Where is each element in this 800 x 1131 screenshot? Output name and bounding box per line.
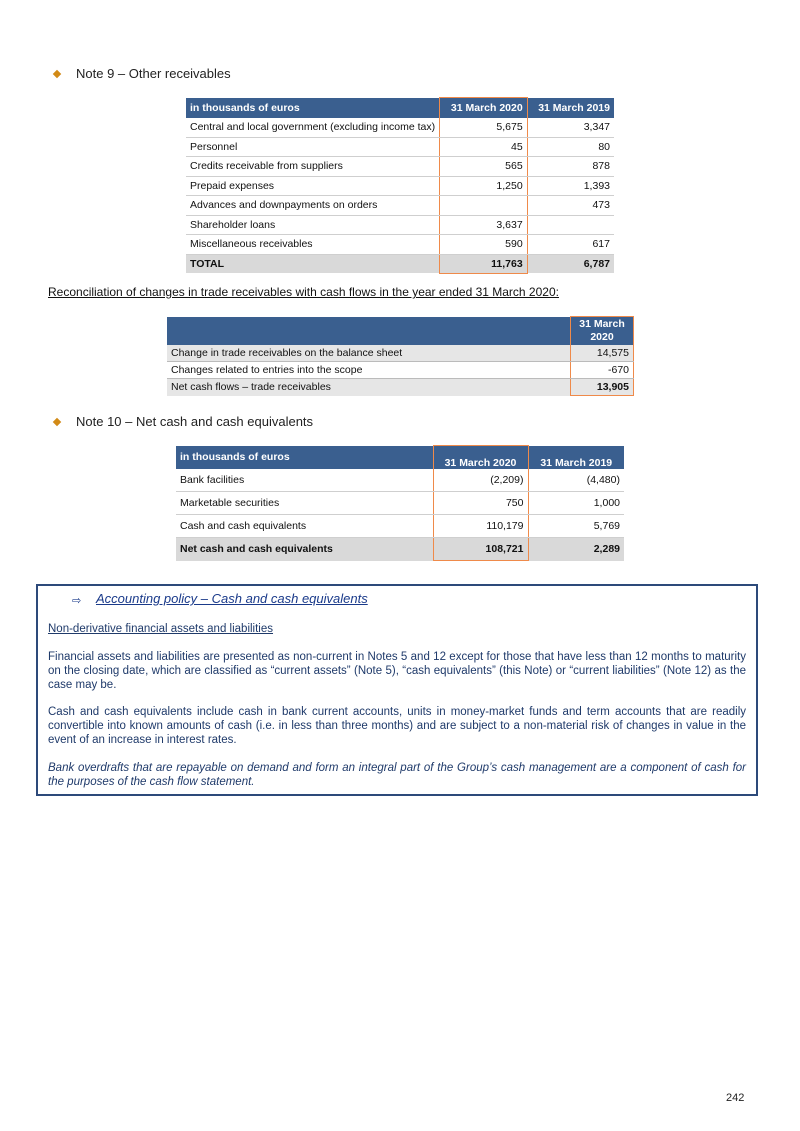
cell-value: 473: [527, 196, 614, 216]
table-row: [176, 515, 624, 538]
row-label: Change in trade receivables on the balance sheet: [167, 345, 571, 362]
note9-heading: [54, 66, 231, 81]
row-label: Marketable securities: [176, 492, 433, 515]
note10-title: Note 10 – Net cash and cash equivalents: [76, 414, 314, 429]
policy-paragraph: Financial assets and liabilities are presented as non-current in Notes 5 and 12 except for those that have less than 12 months to maturity on the closing date, which are classified as “current assets” (Note 5), “cash equivalents” (this Note) or “current liabilities” (Note 12) as the case may be.: [48, 651, 746, 691]
policy-paragraph: Cash and cash equivalents include cash in bank current accounts, units in money-market funds and term accounts that are readily convertible into known amounts of cash (i.e. in less than three months) and are subject to a non-material risk of changes in value in the event of an increase in interest rates.: [48, 706, 746, 746]
table-row: [186, 215, 614, 235]
policy-paragraph: Bank overdrafts that are repayable on demand and form an integral part of the Group’s cash management are a component of cash for the purposes of the cash flow statement.: [48, 762, 746, 788]
row-label: Changes related to entries into the scope: [167, 362, 571, 379]
row-label: Cash and cash equivalents: [176, 515, 433, 538]
cell-value: [440, 196, 528, 216]
table-row: [186, 157, 614, 177]
cell-value: 3,637: [440, 215, 528, 235]
total-value: 2,289: [528, 538, 624, 561]
column-header: 31 March 2020: [571, 317, 634, 345]
bullet-icon: [53, 69, 61, 77]
table-row: [176, 469, 624, 492]
reconciliation-table: [167, 316, 634, 396]
table-row: [176, 492, 624, 515]
cell-value: 750: [433, 492, 528, 515]
total-row: [167, 379, 634, 396]
row-label: Bank facilities: [176, 469, 433, 492]
row-label: Personnel: [186, 137, 440, 157]
total-value: 11,763: [440, 254, 528, 273]
table-row: [186, 137, 614, 157]
row-label: Miscellaneous receivables: [186, 235, 440, 255]
cell-value: 565: [440, 157, 528, 177]
total-value: 108,721: [433, 538, 528, 561]
column-header: [167, 317, 571, 345]
row-label: Central and local government (excluding income tax): [186, 118, 440, 138]
cell-value: [527, 215, 614, 235]
policy-subtitle: Non-derivative financial assets and liabilities: [48, 623, 274, 635]
page-number: 242: [726, 1092, 745, 1104]
column-header: 31 March 2019: [540, 456, 613, 469]
arrow-right-icon: ⇨: [72, 595, 82, 607]
total-label: Net cash and cash equivalents: [176, 538, 433, 561]
row-label: Advances and downpayments on orders: [186, 196, 440, 216]
table-header-row: [176, 446, 624, 469]
cell-value: -670: [571, 362, 634, 379]
table-row: [167, 362, 634, 379]
column-header: in thousands of euros: [190, 101, 300, 114]
total-value: 13,905: [571, 379, 634, 396]
cell-value: 110,179: [433, 515, 528, 538]
table-row: [186, 196, 614, 216]
column-header: 31 March 2019: [538, 101, 610, 114]
cell-value: 590: [440, 235, 528, 255]
note10-heading: [54, 414, 313, 429]
bullet-icon: [53, 417, 61, 425]
total-value: 6,787: [527, 254, 614, 273]
table-row: [167, 345, 634, 362]
cell-value: 878: [527, 157, 614, 177]
cell-value: 617: [527, 235, 614, 255]
cell-value: 3,347: [527, 118, 614, 138]
cell-value: 45: [440, 137, 528, 157]
table-header-row: [167, 317, 634, 345]
total-row: [176, 538, 624, 561]
cell-value: 5,769: [528, 515, 624, 538]
policy-title: Accounting policy – Cash and cash equivalents: [96, 591, 368, 606]
cell-value: (4,480): [528, 469, 624, 492]
cell-value: (2,209): [433, 469, 528, 492]
row-label: Credits receivable from suppliers: [186, 157, 440, 177]
note9-title: Note 9 – Other receivables: [76, 66, 231, 81]
total-label: Net cash flows – trade receivables: [171, 381, 331, 394]
table-header-row: [186, 98, 614, 118]
column-header: in thousands of euros: [180, 451, 290, 463]
cell-value: 5,675: [440, 118, 528, 138]
cell-value: 1,000: [528, 492, 624, 515]
total-label: TOTAL: [186, 254, 440, 273]
column-header: 31 March 2020: [433, 446, 528, 469]
table-row: [186, 176, 614, 196]
cell-value: 80: [527, 137, 614, 157]
row-label: Shareholder loans: [186, 215, 440, 235]
table-row: [186, 118, 614, 138]
note9-table: [186, 97, 614, 274]
total-row: [186, 254, 614, 273]
reconciliation-title: Reconciliation of changes in trade receivables with cash flows in the year ended 31 March 2020:: [48, 285, 559, 299]
cell-value: 1,250: [440, 176, 528, 196]
accounting-policy-box: [36, 584, 758, 796]
column-header: 31 March 2020: [440, 98, 528, 118]
note10-table: [176, 445, 624, 561]
row-label: Prepaid expenses: [186, 176, 440, 196]
cell-value: 14,575: [571, 345, 634, 362]
cell-value: 1,393: [527, 176, 614, 196]
table-row: [186, 235, 614, 255]
